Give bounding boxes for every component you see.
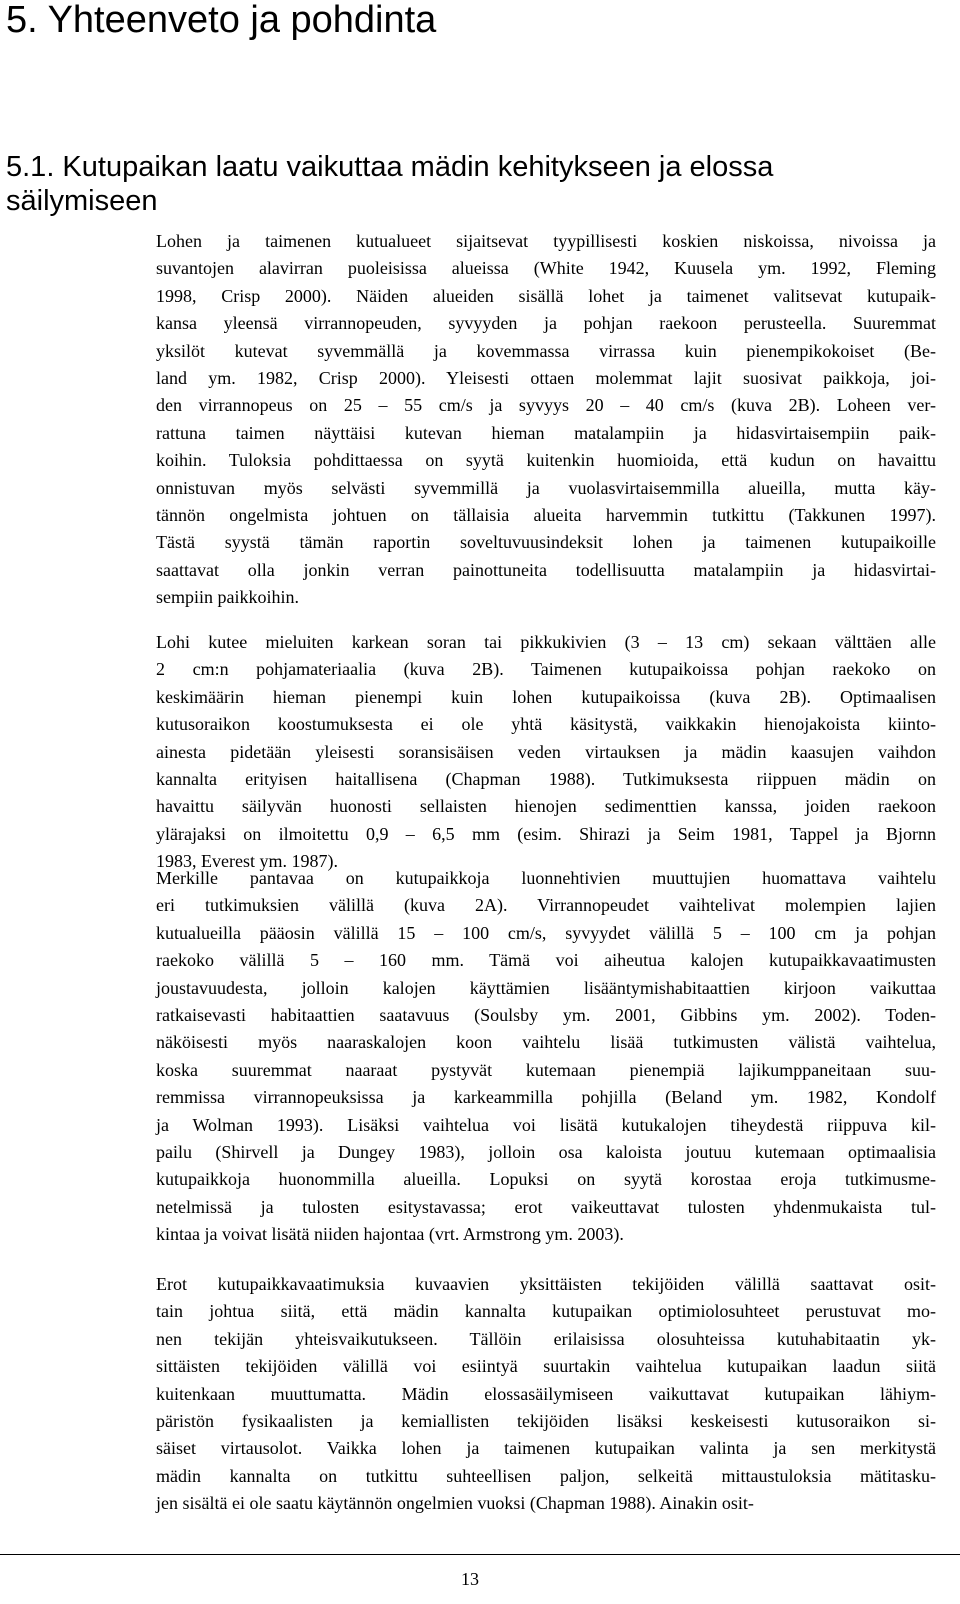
text-line: koska suuremmat naaraat pystyvät kutemaan pienempiä lajikumppaneitaan suu- — [156, 1059, 936, 1080]
text-line: näköisesti myös naaraskalojen koon vaihtelu lisää tutkimusten välistä vaihtelua, — [156, 1032, 936, 1053]
text-line: land ym. 1982, Crisp 2000). Yleisesti ottaen molemmat lajit suosivat paikkoja, joi- — [156, 368, 936, 389]
text-line: eri tutkimuksien välillä (kuva 2A). Virrannopeudet vaihtelivat molempien lajien — [156, 895, 936, 916]
subsection-heading: 5.1. Kutupaikan laatu vaikuttaa mädin kehitykseen ja elossa säilymiseen — [6, 151, 774, 217]
text-line: Tästä syystä tämän raportin soveltuvuusindeksit lohen ja taimenen kutupaikoille — [156, 532, 936, 553]
text-line: den virrannopeus on 25 – 55 cm/s ja syvyys 20 – 40 cm/s (kuva 2B). Loheen ver- — [156, 395, 936, 416]
text-line: joustavuudesta, jolloin kalojen käyttämien lisääntymishabitaattien kirjoon vaikuttaa — [156, 977, 936, 998]
text-line: netelmissä ja tulosten esitystavassa; erot vaikeuttavat tulosten yhdenmukaista tul- — [156, 1196, 936, 1217]
text-line: ratkaisevasti habitaattien saatavuus (Soulsby ym. 2001, Gibbins ym. 2002). Toden- — [156, 1005, 936, 1026]
text-line: kuitenkaan muuttumatta. Mädin elossasäilymiseen vaikuttavat kutupaikan lähiym- — [156, 1383, 936, 1404]
paragraph-4 — [156, 1271, 936, 1518]
text-line: 1983, Everest ym. 1987). — [156, 851, 338, 872]
text-line: Merkille pantavaa on kutupaikkoja luonnehtivien muuttujien huomattava vaihtelu — [156, 868, 936, 888]
text-line: saattavat olla jonkin verran painottuneita todellisuutta matalampiin ja hidasvirtai- — [156, 559, 936, 580]
text-line: ja Wolman 1993). Lisäksi vaihtelua voi lisätä kutukalojen tiheydestä riippuva kil- — [156, 1114, 936, 1135]
text-line: Lohi kutee mieluiten karkean soran tai pikkukivien (3 – 13 cm) sekaan välttäen alle — [156, 632, 936, 652]
text-line: mädin kannalta on tutkittu suhteellisen paljon, selkeitä mittaustuloksia mätitasku- — [156, 1465, 936, 1486]
text-line: raekoko välillä 5 – 160 mm. Tämä voi aiheutua kalojen kutupaikkavaatimusten — [156, 950, 936, 971]
text-line: nen tekijän yhteisvaikutukseen. Tällöin erilaisissa olosuhteissa kutuhabitaatin yk- — [156, 1328, 936, 1349]
text-line: kutualueilla pääosin välillä 15 – 100 cm/s, syvyydet välillä 5 – 100 cm ja pohjan — [156, 922, 936, 943]
text-line: kannalta erityisen haitallisena (Chapman 1988). Tutkimuksesta riippuen mädin on — [156, 769, 936, 790]
paragraph-2 — [156, 629, 936, 876]
text-line: Lohen ja taimenen kutualueet sijaitsevat tyypillisesti koskien niskoissa, nivoissa ja — [156, 231, 936, 251]
paragraph-1 — [156, 228, 936, 612]
paragraph-3 — [156, 865, 936, 1249]
text-line: suvantojen alavirran puoleisissa alueissa (White 1942, Kuusela ym. 1992, Fleming — [156, 258, 936, 279]
text-line: ainesta pidetään yleisesti soransisäisen veden virtauksen ja mädin kaasujen vaihdon — [156, 741, 936, 762]
text-line: kansa yleensä virrannopeuden, syvyyden ja pohjan raekoon perusteella. Suuremmat — [156, 313, 936, 334]
text-line: ylärajaksi on ilmoitettu 0,9 – 6,5 mm (esim. Shirazi ja Seim 1981, Tappel ja Bjornn — [156, 823, 936, 844]
text-line: havaittu säilyvän huonosti sellaisten hienojen sedimenttien kanssa, joiden raekoon — [156, 796, 936, 817]
text-line: 2 cm:n pohjamateriaalia (kuva 2B). Taimenen kutupaikoissa pohjan raekoko on — [156, 659, 936, 680]
text-line: rattuna taimen näyttäisi kutevan hieman matalampiin ja hidasvirtaisempiin paik- — [156, 422, 936, 443]
text-line: Erot kutupaikkavaatimuksia kuvaavien yksittäisten tekijöiden välillä saattavat osit- — [156, 1274, 936, 1294]
section-heading: 5. Yhteenveto ja pohdinta — [6, 0, 437, 41]
text-line: päristön fysikaalisten ja kemiallisten tekijöiden lisäksi keskeisesti kutusoraikon si- — [156, 1411, 936, 1432]
text-line: jen sisältä ei ole saatu käytännön ongelmien vuoksi (Chapman 1988). Ainakin osit- — [156, 1493, 754, 1514]
text-line: remmissa virrannopeuksissa ja karkeammilla pohjilla (Beland ym. 1982, Kondolf — [156, 1087, 936, 1108]
text-line: tain johtua siitä, että mädin kannalta kutupaikan optimiolosuhteet perustuvat mo- — [156, 1301, 936, 1322]
text-line: sittäisten tekijöiden välillä voi esiintyä suurtakin vaihtelua kutupaikan laadun siitä — [156, 1356, 936, 1377]
text-line: säiset virtausolot. Vaikka lohen ja taimenen kutupaikan valinta ja sen merkitystä — [156, 1438, 936, 1459]
page-number: 13 — [461, 1569, 479, 1589]
footer-rule — [0, 1554, 960, 1555]
text-line: koihin. Tuloksia pohdittaessa on syytä kuitenkin huomioida, että kudun on havaittu — [156, 450, 936, 471]
text-line: kutupaikkoja huonommilla alueilla. Lopuksi on syytä korostaa eroja tutkimusme- — [156, 1169, 936, 1190]
text-line: onnistuvan myös selvästi syvemmillä ja vuolasvirtaisemmilla alueilla, mutta käy- — [156, 477, 936, 498]
text-line: yksilöt kutevat syvemmällä ja kovemmassa virrassa kuin pienempikokoiset (Be- — [156, 340, 936, 361]
text-line: keskimäärin hieman pienempi kuin lohen kutupaikoissa (kuva 2B). Optimaalisen — [156, 686, 936, 707]
text-line: kutusoraikon koostumuksesta ei ole yhtä käsitystä, vaikkakin hienojakoista kiinto- — [156, 714, 936, 735]
text-line: tännön ongelmista johtuen on tällaisia alueita harvemmin tutkittu (Takkunen 1997). — [156, 505, 936, 526]
text-line: pailu (Shirvell ja Dungey 1983), jolloin osa kaloista joutuu kutemaan optimaalisia — [156, 1142, 936, 1163]
text-line: kintaa ja voivat lisätä niiden hajontaa (vrt. Armstrong ym. 2003). — [156, 1224, 624, 1245]
text-line: 1998, Crisp 2000). Näiden alueiden sisällä lohet ja taimenet valitsevat kutupaik- — [156, 285, 936, 306]
text-line: sempiin paikkoihin. — [156, 587, 299, 608]
